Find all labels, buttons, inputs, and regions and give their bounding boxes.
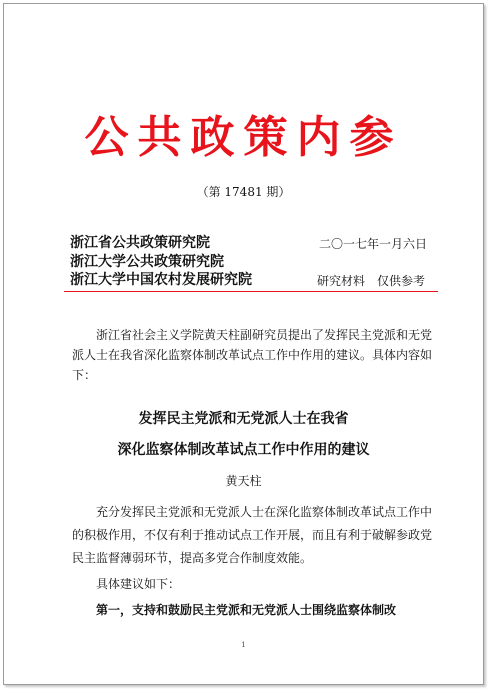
organization-3: 浙江大学中国农村发展研究院: [70, 272, 252, 288]
organization-1: 浙江省公共政策研究院: [70, 235, 210, 251]
masthead-title: 公共政策内参: [84, 112, 403, 163]
organization-2: 浙江大学公共政策研究院: [70, 254, 224, 270]
article-title-line-2: 深化监察体制改革试点工作中作用的建议: [117, 442, 370, 458]
document-page: [3, 3, 484, 685]
body-paragraph-2: 具体建议如下：: [96, 577, 181, 591]
header-divider: [64, 291, 438, 292]
intro-paragraph: 浙江省社会主义学院黄天柱副研究员提出了发挥民主党派和无党派人士在我省深化监察体制改革试点工作中作用的建议。具体内容如下：: [72, 328, 433, 382]
issue-number: （第 17481 期）: [196, 185, 291, 199]
body-paragraph-3: 第一，支持和鼓励民主党派和无党派人士围绕监察体制改: [96, 603, 397, 617]
page-number: 1: [241, 641, 246, 649]
document-note: 研究材料 仅供参考: [316, 274, 425, 288]
article-author: 黄天柱: [225, 474, 262, 488]
article-title-line-1: 发挥民主党派和无党派人士在我省: [138, 411, 349, 427]
body-paragraph-1: 充分发挥民主党派和无党派人士在深化监察体制改革试点工作中的积极作用，不仅有利于推动试点工作开展，而且有利于破解参政党民主监督薄弱环节，提高多党合作制度效能。: [72, 505, 433, 565]
publication-date: 二〇一七年一月六日: [318, 237, 427, 251]
